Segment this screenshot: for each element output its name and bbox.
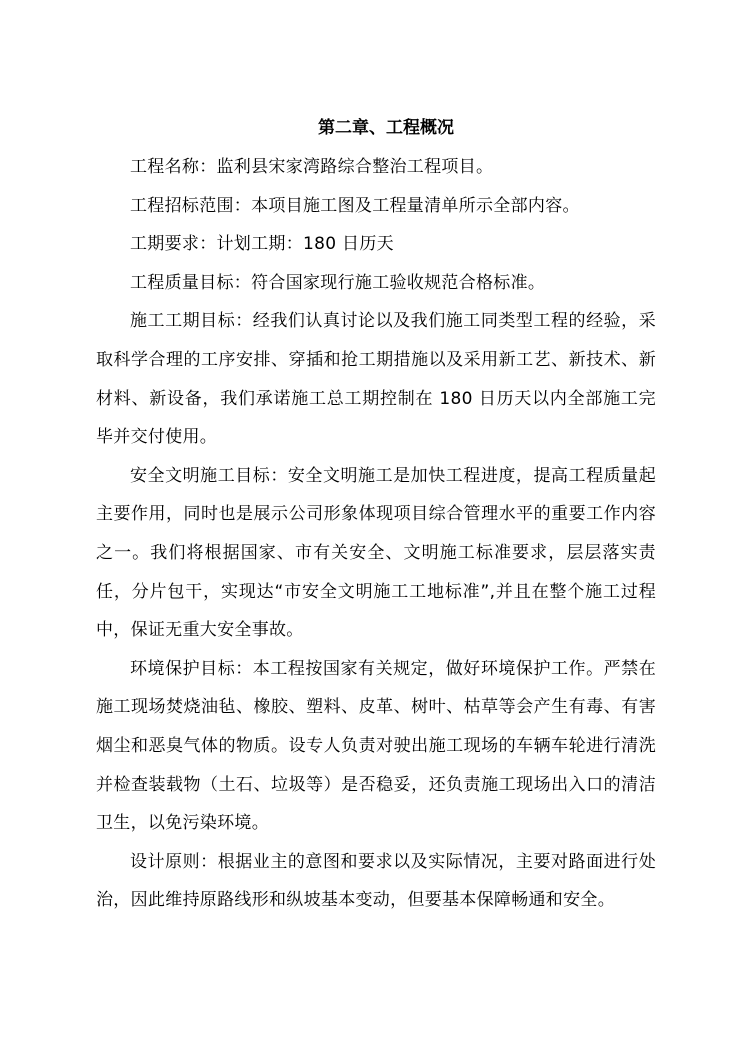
paragraph-project-name: 工程名称：监利县宋家湾路综合整治工程项目。 [130, 157, 494, 177]
paragraph-quality-target: 工程质量目标：符合国家现行施工验收规范合格标准。 [130, 272, 546, 293]
paragraph-duration-target: 施工工期目标：经我们认真讨论以及我们施工同类型工程的经验，采取科学合理的工序安排、穿插和抢工期措施以及采用新工艺、新技术、新材料、新设备，我们承诺施工总工期控制在 180 日历天以内全部施工完毕并交付使用。 [96, 311, 656, 448]
paragraph-environment-target: 环境保护目标：本工程按国家有关规定，做好环境保护工作。严禁在施工现场焚烧油毡、橡胶、塑料、皮革、树叶、枯草等会产生有毒、有害烟尘和恶臭气体的物质。设专人负责对驶出施工现场的车辆车轮进行清洗并检查装载物（土石、垃圾等）是否稳妥，还负责施工现场出入口的清洁卫生，以免污染环境。 [96, 658, 656, 834]
document-body [96, 148, 656, 920]
chapter-title: 第二章、工程概况 [318, 118, 454, 138]
paragraph-schedule: 工期要求：计划工期：180 日历天 [130, 234, 394, 255]
paragraph-design-principle: 设计原则：根据业主的意图和要求以及实际情况，主要对路面进行处治，因此维持原路线形和纵坡基本变动，但要基本保障畅通和安全。 [96, 851, 656, 911]
paragraph-bid-scope: 工程招标范围：本项目施工图及工程量清单所示全部内容。 [130, 195, 580, 216]
paragraph-safety-target: 安全文明施工目标：安全文明施工是加快工程进度，提高工程质量起主要作用，同时也是展示公司形象体现项目综合管理水平的重要工作内容之一。我们将根据国家、市有关安全、文明施工标准要求，层层落实责任，分片包干，实现达“市安全文明施工工地标准”,并且在整个施工过程中，保证无重大安全事故。 [96, 465, 656, 641]
